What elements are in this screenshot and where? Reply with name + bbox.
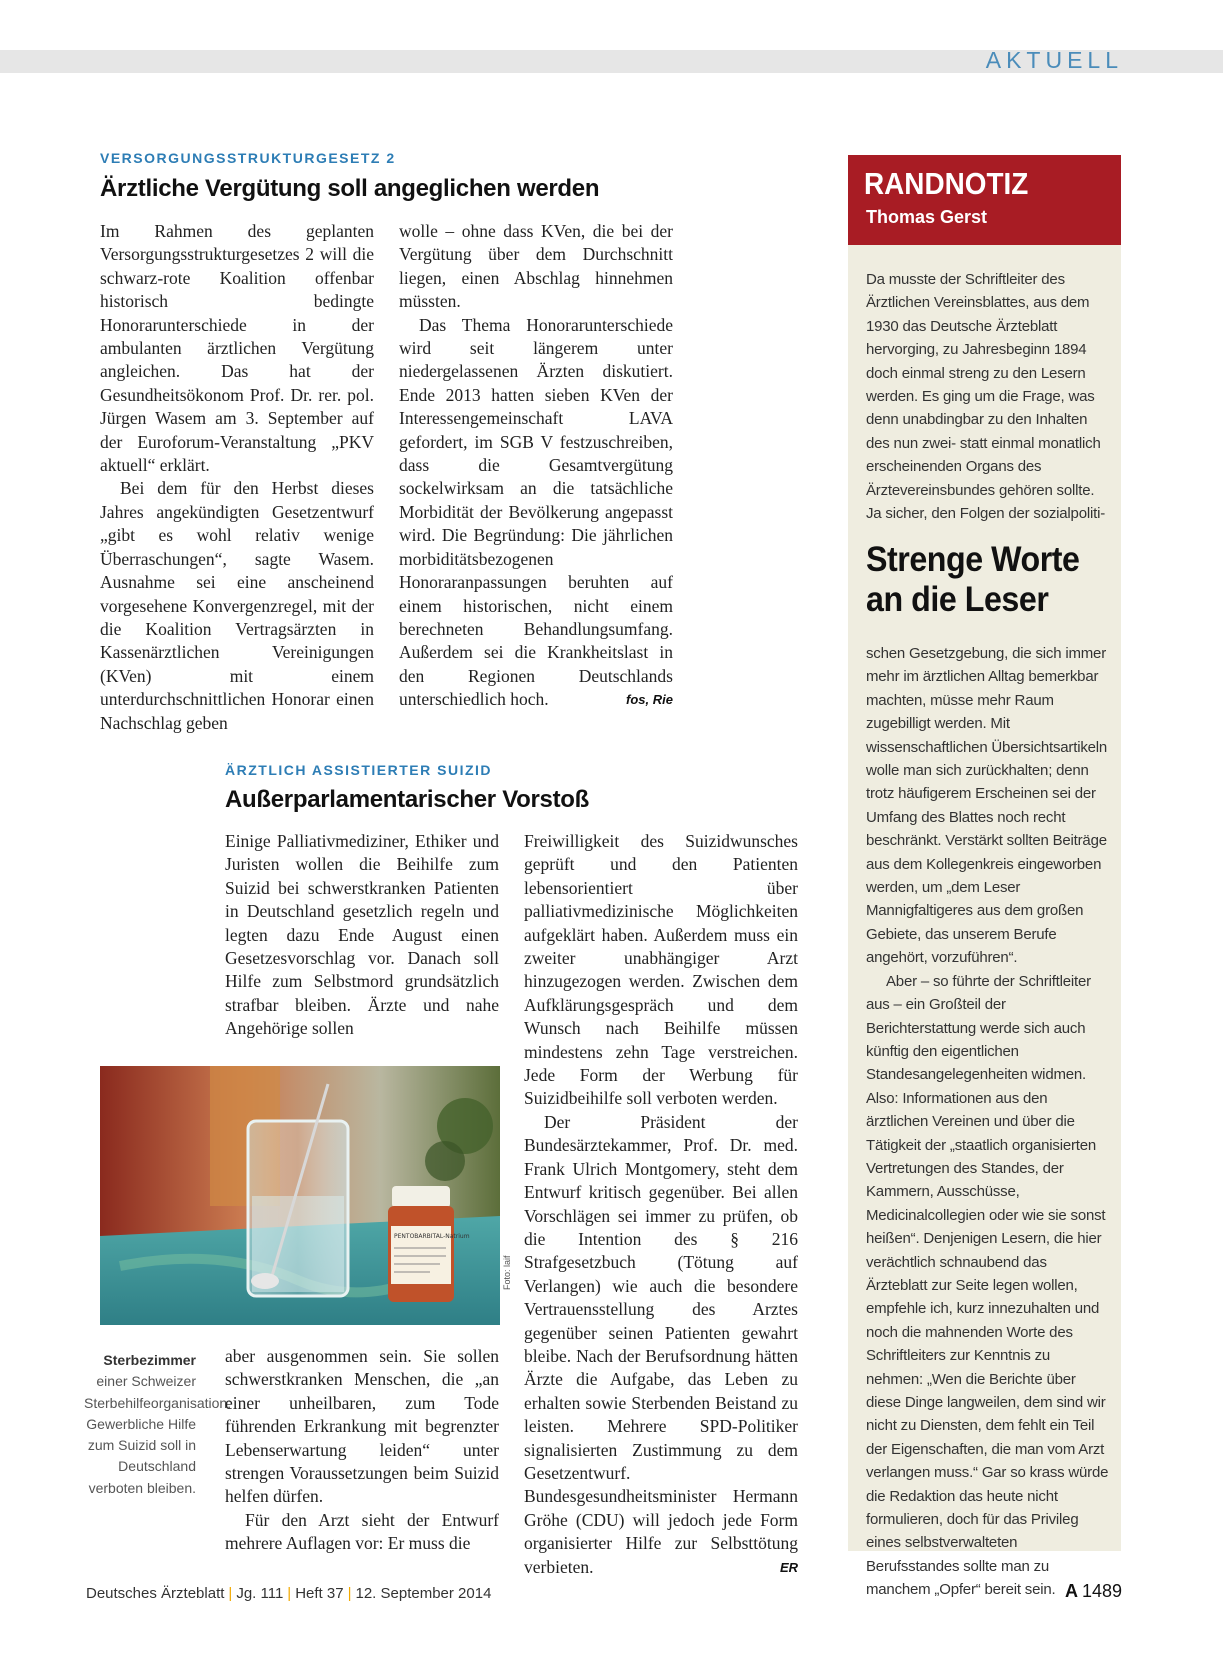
article2-author: ER: [779, 1559, 798, 1575]
article2-paragraph: [524, 1111, 798, 1579]
article1-paragraph: Bei dem für den Herbst dieses Jahres angekündigten Gesetzentwurf „gibt es wohl relativ wenige Überraschungen“, sagte Wasem. Ausnahme sei eine anscheinend vorgesehene Konvergenzregel, mit der die Koalition Vertragsärzten in Kassenärztlichen Vereinigungen (KVen) mit einem unterdurchschnittlichen Honorar einen Nachschlag geben: [100, 478, 374, 733]
article2-paragraph-text: Der Präsident der Bundesärztekammer, Prof. Dr. med. Frank Ulrich Montgomery, steht dem Entwurf kritisch gegenüber. Bei allen Vorschlägen sei immer zu prüfen, ob die Intention des § 216 Strafgesetzbuch (Tötung auf Verlangen) wie auch die besondere Vertrauensstellung des Arztes gegenüber seinen Patienten gewahrt bleibe. Nach der Berufsordnung hätten Ärzte die Aufgabe, das Leben zu erhalten sowie Sterbenden Beistand zu leisten. Mehrere SPD-Politiker signalisierten Zustimmung zu dem Gesetzentwurf. Bundesgesundheitsminister Hermann Gröhe (CDU) will jedoch jede Form organisierter Hilfe zur Selbsttötung verbieten.: [524, 1111, 798, 1577]
article2-column-1-top: [225, 830, 499, 1041]
footer-volume: Jg. 111: [236, 1585, 284, 1602]
sidebar-paragraph: schen Gesetzgebung, die sich immer mehr im ärztlichen Alltag bemerkbar machten, müsse mehr Raum zugebilligt werden. Mit wissenschaftlichen Übersichtsartikeln wolle man sich zurückhalten; denn trotz häufigerem Erscheinen sei der Umfang des Blattes noch recht beschränkt. Verstärkt sollten Beiträge aus dem Kollegenkreis eingeworben werden, um „dem Leser Mannigfaltigeres aus dem großen Gebiete, das unserem Berufe angehört, vorzuführen“.: [866, 645, 1108, 967]
photo-illustration: [100, 1066, 500, 1325]
caption-text: einer Schweizer Sterbehilfeorganisation: Gewerbliche Hilfe zum Suizid soll in Deutschland verboten bleiben.: [84, 1373, 232, 1496]
article1-column-2: [399, 220, 673, 712]
page-number-value: 1489: [1081, 1581, 1122, 1601]
article2-paragraph: aber ausgenommen sein. Sie sollen schwerstkranken Menschen, die „an einer unheilbaren, zum Tode führenden Erkrankung mit begrenzter Lebenserwartung leiden“ unter strengen Voraussetzungen beim Suizid helfen dürfen.: [225, 1346, 499, 1507]
footer-issue: Heft 37: [295, 1585, 344, 1602]
article2-paragraph: Für den Arzt sieht der Entwurf mehrere Auflagen vor: Er muss die: [225, 1509, 499, 1554]
photo-caption: [84, 1350, 232, 1499]
article2-paragraph: Einige Palliativmediziner, Ethiker und Juristen wollen die Beihilfe zum Suizid bei schwerstkranken Patienten in Deutschland gesetzlich regeln und legten dazu Ende August einen Gesetzesvorschlag vor. Danach soll Hilfe zum Selbstmord grundsätzlich strafbar bleiben. Ärzte und nahe Angehörige sollen: [225, 831, 499, 1039]
article-photo: [100, 1066, 500, 1325]
footer-separator: |: [347, 1585, 352, 1602]
article1-paragraph: wolle – ohne dass KVen, die bei der Vergütung über dem Durchschnitt liegen, einen Abschlag hinnehmen müssten.: [399, 221, 673, 312]
footer-separator: |: [228, 1585, 233, 1602]
article2-title: Außerparlamentarischer Vorstoß: [225, 786, 589, 813]
article1-kicker: VERSORGUNGSSTRUKTURGESETZ 2: [100, 150, 396, 166]
sidebar-text-bottom: [866, 642, 1111, 1602]
bottle-label-text: PENTOBARBITAL-Natrium: [394, 1233, 470, 1240]
sidebar-text-top: [866, 268, 1111, 525]
article1-author: fos, Rie: [626, 692, 673, 708]
article1-paragraph: [399, 314, 673, 712]
article1-title: Ärztliche Vergütung soll angeglichen werden: [100, 175, 600, 202]
article2-kicker: ÄRZTLICH ASSISTIERTER SUIZID: [225, 762, 493, 778]
article1-paragraph-text: Das Thema Honorarunterschiede wird seit längerem unter niedergelassenen Ärzten diskutiert. Ende 2013 hatten sieben KVen der Interessengemeinschaft LAVA gefordert, im SGB V festzuschreiben, dass die Gesamtvergütung sockelwirksam an die tatsächliche Morbidität der Bevölkerung angepasst wird. Die Begründung: Die jährlichen morbiditätsbezogenen Honoraranpassungen beruhten auf einem historischen, nicht einem berechneten Behandlungsumfang. Außerdem sei die Krankheitslast in den Regionen Deutschlands unterschiedlich hoch.: [399, 314, 673, 710]
sidebar-paragraph: Aber – so führte der Schriftleiter aus – ein Großteil der Berichterstattung werde sich auch künftig den eigentlichen Standesangelegenheiten widmen. Also: Informationen aus den ärztlichen Vereinen und über die Tätigkeit der „staatlich organisierten Vertretungen des Standes, der Kammern, Ausschüsse, Medicinalcollegien oder wie sie sonst heißen“. Denjenigen Lesern, die hier verächtlich schnaubend das Ärzteblatt zur Seite legen wollen, empfehle ich, kurz innezuhalten und noch die mahnenden Worte des Schriftleiters zur Kenntnis zu nehmen: „Wen die Berichte über diese Dinge langweilen, dem sind wir nicht zu Diensten, dem fehlt ein Teil der Eigenschaften, die man vom Arzt verlangen muss.“ Gar so krass würde die Redaktion das heute nicht formulieren, doch für das Privileg eines selbstverwalteten Berufsstandes sollte man zu manchem „Opfer“ bereit sein.: [866, 972, 1109, 1599]
footer-separator: |: [287, 1585, 292, 1602]
caption-title: Sterbezimmer: [103, 1352, 196, 1368]
article2-paragraph: Freiwilligkeit des Suizidwunsches geprüft und den Patienten lebensorientiert über palliativmedizinische Möglichkeiten aufgeklärt haben. Außerdem muss ein zweiter unabhängiger Arzt hinzugezogen werden. Zwischen dem Aufklärungsgespräch und dem Wunsch nach Beihilfe müssen mindestens zehn Tage verstreichen. Jede Form der Werbung für Suizidbeihilfe soll verboten werden.: [524, 831, 798, 1109]
footer-date: 12. September 2014: [355, 1585, 492, 1602]
article2-column-2: [524, 830, 798, 1579]
sidebar-title: RANDNOTIZ: [864, 166, 1029, 201]
article2-column-1-bottom: [225, 1345, 499, 1556]
page-number: [1065, 1581, 1122, 1602]
section-label: AKTUELL: [985, 47, 1123, 73]
page-prefix: A: [1064, 1581, 1078, 1601]
page-footer: [86, 1585, 491, 1602]
article1-column-1: [100, 220, 374, 735]
photo-credit: Foto: laif: [502, 1255, 512, 1290]
article1-paragraph: Im Rahmen des geplanten Versorgungsstrukturgesetzes 2 will die schwarz-rote Koalition offenbar historisch bedingte Honorarunterschiede in der ambulanten ärztlichen Vergütung angleichen. Das hat der Gesundheitsökonom Prof. Dr. rer. pol. Jürgen Wasem am 3. September auf der Euroforum-Veranstaltung „PKV aktuell“ erklärt.: [100, 221, 374, 476]
sidebar-headline: Strenge Worte an die Leser: [866, 540, 1080, 619]
sidebar-paragraph: Da musste der Schriftleiter des Ärztlichen Vereinsblattes, aus dem 1930 das Deutsche Ärzteblatt hervorging, zu Jahresbeginn 1894 doch einmal streng zu den Lesern werden. Es ging um die Frage, was denn unabdingbar zu den Inhalten des nun zwei- statt einmal monatlich erscheinenden Organs des Ärztevereinsbundes gehören sollte. Ja sicher, den Folgen der sozialpoliti-: [866, 271, 1105, 523]
sidebar-author: Thomas Gerst: [866, 207, 988, 227]
footer-journal: Deutsches Ärzteblatt: [86, 1585, 225, 1602]
